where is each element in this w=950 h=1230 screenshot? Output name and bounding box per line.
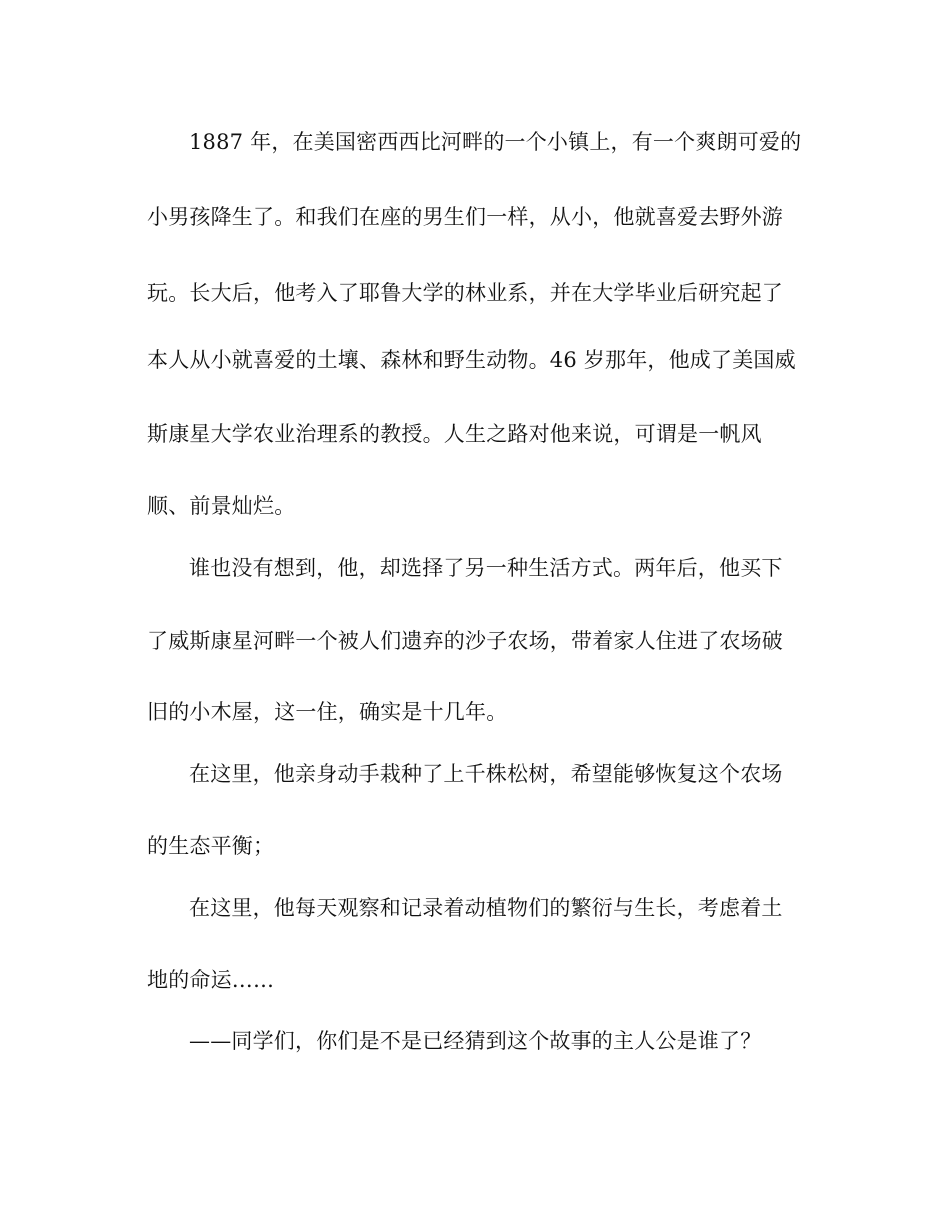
paragraph-line: 本人从小就喜爱的土壤、森林和野生动物。46 岁那年，他成了美国威 [147, 348, 796, 372]
paragraph-line: 在这里，他亲身动手栽种了上千株松树，希望能够恢复这个农场 [189, 762, 783, 786]
paragraph-line: 1887 年，在美国密西西比河畔的一个小镇上，有一个爽朗可爱的 [189, 130, 802, 154]
paragraph-line: 小男孩降生了。和我们在座的男生们一样，从小，他就喜爱去野外游 [147, 205, 783, 229]
paragraph-line: 顺、前景灿烂。 [147, 494, 296, 518]
paragraph-line: 谁也没有想到，他，却选择了另一种生活方式。两年后，他买下 [189, 556, 783, 580]
paragraph-line: 斯康星大学农业治理系的教授。人生之路对他来说，可谓是一帆风 [147, 422, 762, 446]
paragraph-line: 旧的小木屋，这一住，确实是十几年。 [147, 700, 508, 724]
paragraph-line: 地的命运…… [147, 968, 275, 992]
paragraph-line: 在这里，他每天观察和记录着动植物们的繁衍与生长，考虑着土 [189, 896, 783, 920]
paragraph-line: ——同学们，你们是不是已经猜到这个故事的主人公是谁了？ [189, 1029, 762, 1053]
paragraph-line: 玩。长大后，他考入了耶鲁大学的林业系，并在大学毕业后研究起了 [147, 281, 783, 305]
paragraph-line: 了威斯康星河畔一个被人们遗弃的沙子农场，带着家人住进了农场破 [147, 629, 783, 653]
paragraph-line: 的生态平衡； [147, 834, 275, 858]
